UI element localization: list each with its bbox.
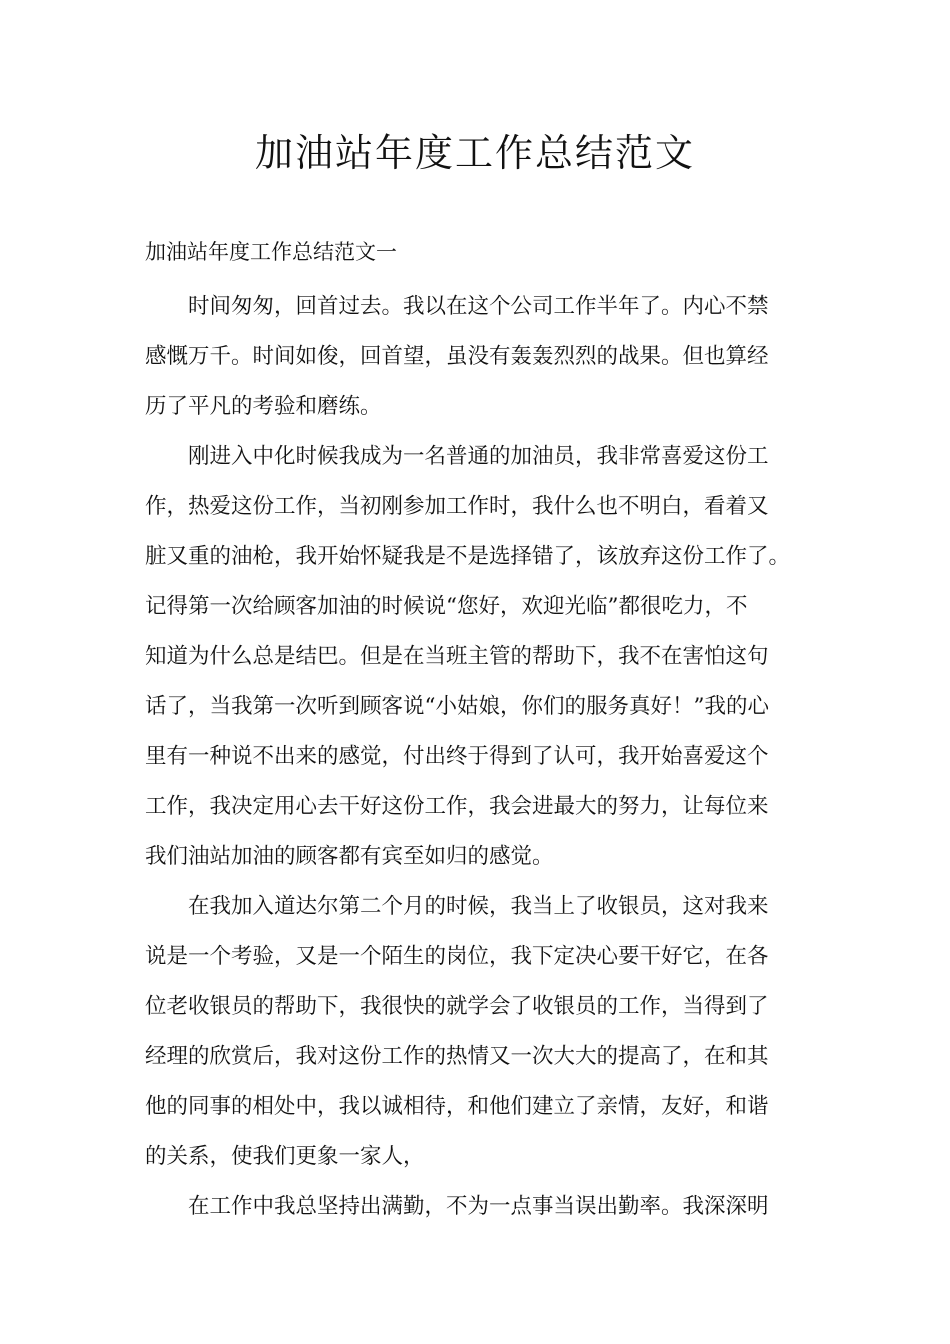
body-line: 历了平凡的考验和磨练。 (145, 394, 382, 419)
document-body (145, 282, 807, 1232)
body-line: 我们油站加油的顾客都有宾至如归的感觉。 (145, 844, 554, 869)
body-line: 记得第一次给顾客加油的时候说“您好，欢迎光临”都很吃力，不 (145, 594, 748, 619)
body-line: 在我加入道达尔第二个月的时候，我当上了收银员，这对我来 (145, 894, 769, 919)
body-line: 时间匆匆，回首过去。我以在这个公司工作半年了。内心不禁 (145, 294, 769, 319)
body-line: 位老收银员的帮助下，我很快的就学会了收银员的工作，当得到了 (145, 994, 769, 1019)
body-line: 话了，当我第一次听到顾客说“小姑娘，你们的服务真好！”我的心 (145, 694, 769, 719)
body-line: 感慨万千。时间如俊，回首望，虽没有轰轰烈烈的战果。但也算经 (145, 344, 769, 369)
body-line: 工作，我决定用心去干好这份工作，我会进最大的努力，让每位来 (145, 794, 769, 819)
body-line: 知道为什么总是结巴。但是在当班主管的帮助下，我不在害怕这句 (145, 644, 769, 669)
body-line: 经理的欣赏后，我对这份工作的热情又一次大大的提高了，在和其 (145, 1044, 769, 1069)
document-title: 加油站年度工作总结范文 (254, 131, 695, 175)
body-line: 脏又重的油枪，我开始怀疑我是不是选择错了，该放弃这份工作了。 (145, 544, 791, 569)
body-line: 的关系，使我们更象一家人， (145, 1144, 425, 1169)
body-line: 里有一种说不出来的感觉，付出终于得到了认可，我开始喜爱这个 (145, 744, 769, 769)
body-line: 他的同事的相处中，我以诚相待，和他们建立了亲情，友好，和谐 (145, 1094, 769, 1119)
body-line: 说是一个考验，又是一个陌生的岗位，我下定决心要干好它，在各 (145, 944, 769, 969)
body-line: 刚进入中化时候我成为一名普通的加油员，我非常喜爱这份工 (145, 444, 769, 469)
body-line: 在工作中我总坚持出满勤，不为一点事当误出勤率。我深深明 (145, 1194, 769, 1219)
body-line: 作，热爱这份工作，当初刚参加工作时，我什么也不明白，看着又 (145, 494, 769, 519)
section-heading: 加油站年度工作总结范文一 (145, 240, 397, 264)
